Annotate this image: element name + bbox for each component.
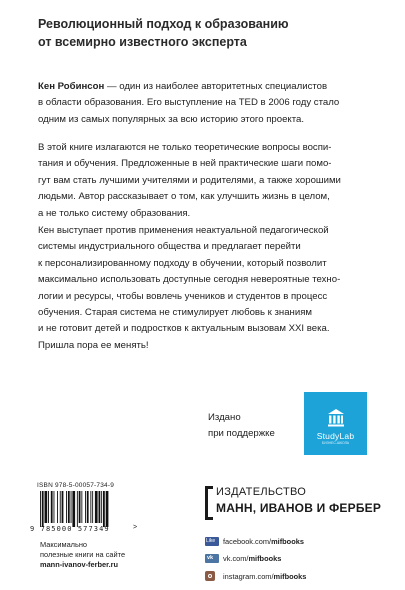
studylab-logo: [304, 392, 367, 455]
barcode-image: [38, 491, 132, 529]
sponsor-caption-line-2: при поддержке: [208, 428, 275, 439]
instagram-url-prefix: instagram.com/: [223, 571, 274, 581]
publisher-logo-bracket: [205, 486, 213, 520]
vk-url-prefix: vk.com/: [223, 554, 249, 563]
barcode-digits: 9 785000 577349: [30, 525, 110, 533]
building-columns-icon: [327, 408, 345, 428]
paragraph-3-line: максимально использовать доступные сегодня невероятные техно-: [38, 274, 341, 286]
tagline: [38, 15, 378, 51]
vk-handle: mifbooks: [248, 554, 282, 563]
publisher-label: ИЗДАТЕЛЬСТВО: [216, 486, 307, 498]
tagline-line-1: Революционный подход к образованию: [38, 17, 289, 31]
paragraph-3-line: Кен выступает против применения неактуальной педагогической: [38, 225, 329, 236]
social-link-facebook[interactable]: [205, 537, 304, 546]
tagline-line-2: от всемирно известного эксперта: [38, 35, 247, 49]
instagram-handle: mifbooks: [273, 571, 307, 581]
paragraph-2-line: а не только систему образования.: [38, 207, 191, 219]
paragraph-3-line: Пришла пора ее менять!: [38, 339, 149, 351]
studylab-logo-subtitle: БИЗНЕС-ШКОЛА: [321, 441, 350, 445]
paragraph-3-line: системы индустриального общества и предлагает перейти: [38, 241, 301, 253]
instagram-icon: [205, 571, 215, 581]
vk-icon: vk: [205, 554, 219, 563]
publisher-name: МАНН, ИВАНОВ И ФЕРБЕР: [216, 501, 382, 515]
facebook-url-prefix: facebook.com/: [223, 537, 272, 546]
isbn-number: ISBN 978-5-00057-734-9: [37, 482, 115, 489]
social-link-vk[interactable]: [205, 554, 281, 563]
paragraph-book-description: [38, 140, 378, 222]
barcode-quiet-zone-mark: >: [133, 524, 138, 531]
promo-site-link[interactable]: mann-ivanov-ferber.ru: [40, 560, 119, 569]
paragraph-1-line-1: — один из наиболее авторитетных специалистов: [104, 81, 328, 92]
paragraph-1-line-3: одним из самых популярных за всю историю этого проекта.: [38, 113, 305, 125]
sponsor-caption-line-1: Издано: [208, 412, 241, 423]
facebook-handle: mifbooks: [271, 537, 304, 546]
social-link-instagram[interactable]: [205, 571, 306, 581]
promo-text: [40, 540, 125, 570]
paragraph-3-line: обучения. Старая система не стимулирует любовь к знаниям: [38, 307, 313, 319]
paragraph-author-argument: [38, 223, 378, 354]
promo-line-2: полезные книги на сайте: [40, 550, 126, 559]
paragraph-3-line: логии и ресурсы, чтобы вовлечь учеников и студентов в процесс: [38, 290, 328, 302]
paragraph-2-line: В этой книге излагаются не только теоретические вопросы воспи-: [38, 142, 332, 153]
author-name: Кен Робинсон: [38, 81, 105, 92]
paragraph-2-line: тания и обучения. Предложенные в ней практические шаги помо-: [38, 158, 332, 170]
promo-line-1: Максимально: [40, 540, 88, 549]
facebook-like-icon: Like: [205, 537, 219, 546]
paragraph-1-line-2: в области образования. Его выступление на TED в 2006 году стало: [38, 97, 340, 109]
paragraph-3-line: к персонализированному подходу в обучении, который позволит: [38, 257, 327, 269]
paragraph-3-line: и не готовит детей и подростков к актуальным вызовам XXI века.: [38, 323, 330, 335]
studylab-logo-name: StudyLab: [316, 431, 355, 441]
paragraph-2-line: людьми. Автор рассказывает о том, как улучшить жизнь в целом,: [38, 191, 330, 203]
paragraph-2-line: гут вам стать лучшими учителями и родителями, а также хорошими: [38, 174, 341, 186]
paragraph-author-intro: [38, 79, 378, 128]
sponsor-caption: [208, 410, 275, 442]
